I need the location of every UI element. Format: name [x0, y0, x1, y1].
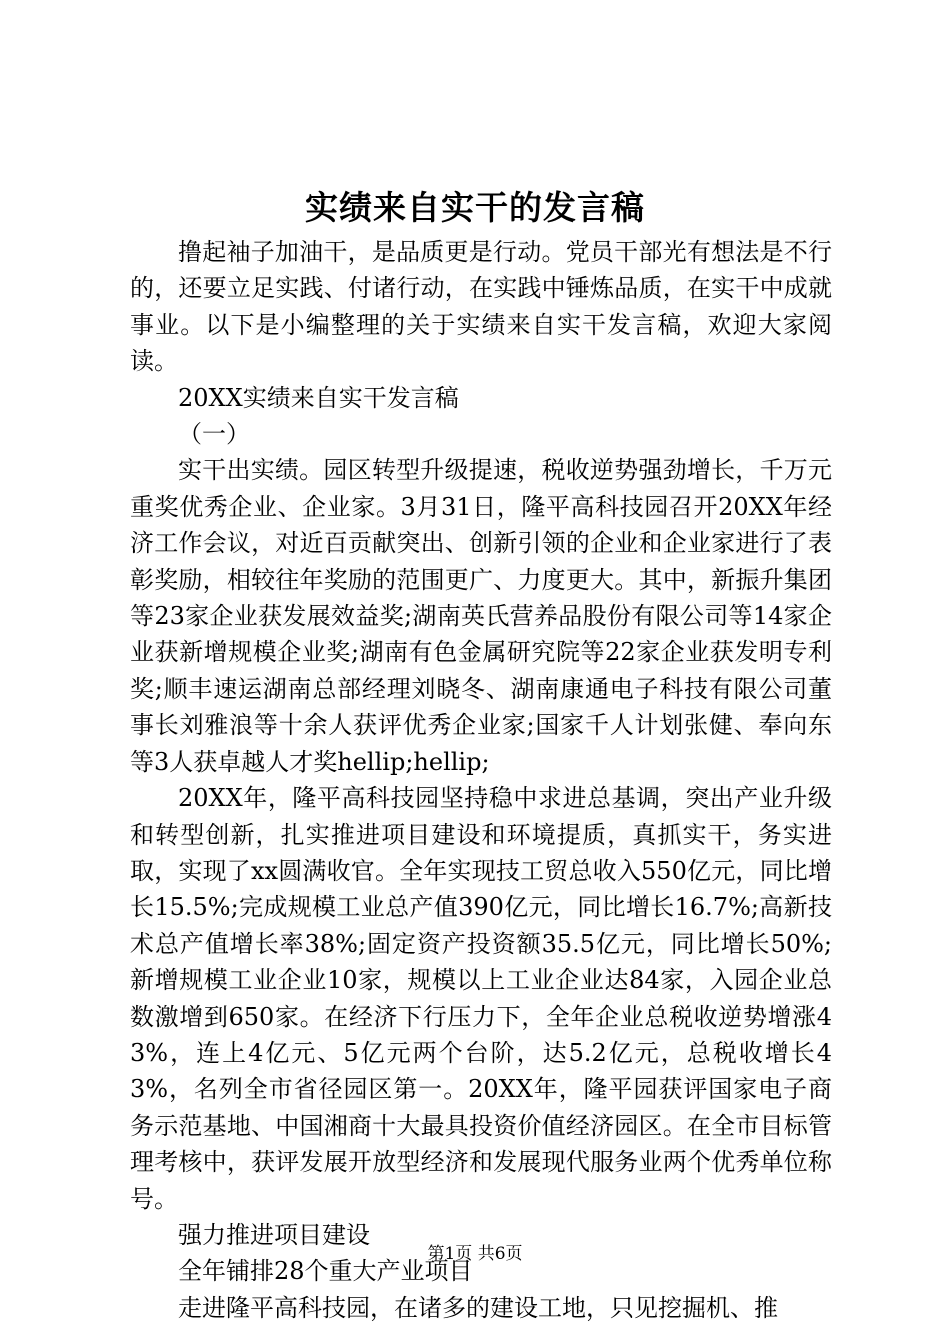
- page-footer: 第1页 共6页: [427, 1244, 523, 1264]
- economic-results-paragraph: 20XX年，隆平高科技园坚持稳中求进总基调，突出产业升级和转型创新，扎实推进项目建设和环境提质，真抓实干，务实进取，实现了xx圆满收官。全年实现技工贸总收入550亿元，同比增长15.5%;完成规模工业总产值390亿元，同比增长16.7%;高新技术总产值增长率38%;固定资产投资额35.5亿元，同比增长50%;新增规模工业企业10家，规模以上工业企业达84家，入园企业总数激增到650家。在经济下行压力下，全年企业总税收逆势增涨43%，连上4亿元、5亿元两个台阶，达5.2亿元，总税收增长43%，名列全市省径园区第一。20XX年，隆平园获评国家电子商务示范基地、中国湘商十大最具投资价值经济园区。在全市目标管理考核中，获评发展开放型经济和发展现代服务业两个优秀单位称号。: [130, 784, 832, 1213]
- intro-paragraph: 撸起袖子加油干，是品质更是行动。党员干部光有想法是不行的，还要立足实践、付诸行动，在实践中锤炼品质，在实干中成就事业。以下是小编整理的关于实绩来自实干发言稿，欢迎大家阅读。: [130, 238, 832, 376]
- closing-paragraph: 走进隆平高科技园，在诸多的建设工地，只见挖掘机、推: [178, 1293, 778, 1322]
- subheading-major-projects: 全年铺排28个重大产业项目: [178, 1257, 473, 1286]
- subheading-project-construction: 强力推进项目建设: [178, 1220, 370, 1249]
- section-heading: 20XX实绩来自实干发言稿: [178, 383, 459, 412]
- document-body: [130, 234, 832, 1326]
- document-title: 实绩来自实干的发言稿: [305, 188, 645, 227]
- section-number: （一）: [178, 420, 250, 449]
- achievement-paragraph: 实干出实绩。园区转型升级提速，税收逆势强劲增长，千万元重奖优秀企业、企业家。3月31日，隆平高科技园召开20XX年经济工作会议，对近百贡献突出、创新引领的企业和企业家进行了表彰奖励，相较往年奖励的范围更广、力度更大。其中，新振升集团等23家企业获发展效益奖;湖南英氏营养品股份有限公司等14家企业获新增规模企业奖;湖南有色金属研究院等22家企业获发明专利奖;顺丰速运湖南总部经理刘晓冬、湖南康通电子科技有限公司董事长刘雅浪等十余人获评优秀企业家;国家千人计划张健、奉向东等3人获卓越人才奖hellip;hellip;: [130, 456, 832, 776]
